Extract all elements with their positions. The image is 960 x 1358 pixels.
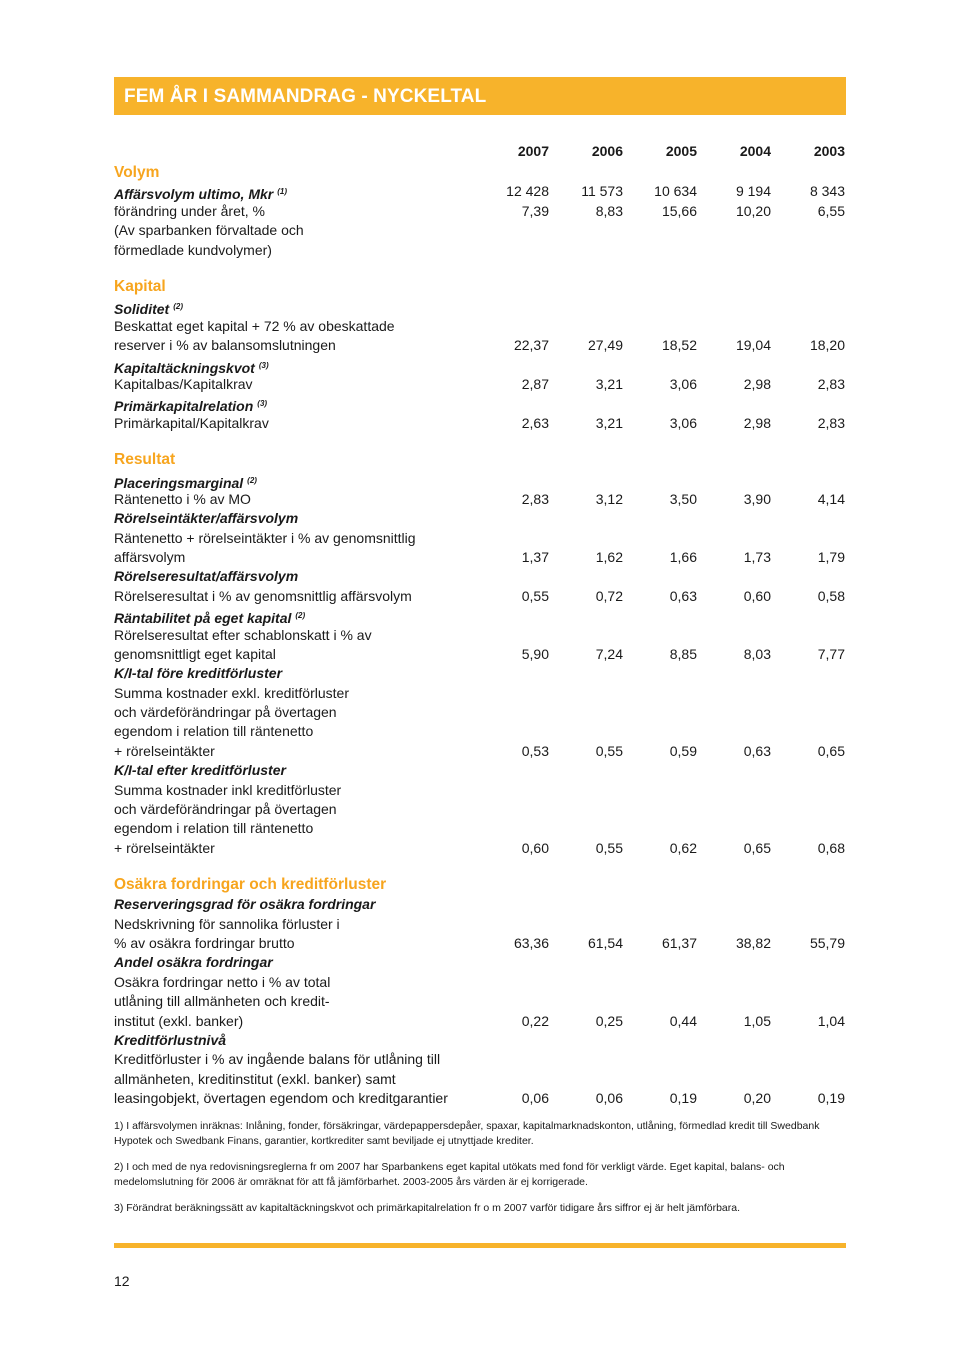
value-2007: 22,37 [513, 337, 549, 353]
metric-description-line: leasingobjekt, övertagen egendom och kreditgarantier [114, 1090, 448, 1106]
value-2003: 1,79 [817, 549, 845, 565]
metric-description-line: Beskattat eget kapital + 72 % av obeskattade [114, 318, 395, 334]
value-2007: 63,36 [513, 935, 549, 951]
metric-description-line: och värdeförändringar på övertagen [114, 704, 337, 720]
metric-description-line: % av osäkra fordringar brutto [114, 935, 295, 951]
value-2005: 0,59 [669, 743, 697, 759]
value-2005: 1,66 [669, 549, 697, 565]
footnote-1: 1) I affärsvolymen inräknas: Inlåning, fonder, försäkringar, värdepappersdepåer, spaxar, kapitalmarknadskonton, utlåning, förmedlad kredit till Swedbank Hypotek och Swedbank Finans, garantier, kortkrediter samt beviljade ej utnyttjade krediter. [114, 1120, 820, 1147]
value-2005: 10 634 [654, 183, 697, 199]
value-2004: 0,63 [743, 743, 771, 759]
value-2007: 5,90 [521, 646, 549, 662]
section-resultat: Resultat [114, 451, 176, 468]
metric-description-line: förändring under året, % [114, 203, 265, 219]
year-header-2005: 2005 [665, 143, 697, 159]
value-2004: 19,04 [735, 337, 771, 353]
metric-description-line: förmedlade kundvolymer) [114, 242, 272, 258]
metric-title: Andel osäkra fordringar [114, 954, 273, 970]
footnote-ref: (1) [277, 187, 288, 196]
metric-description-line: Kreditförluster i % av ingående balans för utlåning till [114, 1051, 441, 1067]
value-2005: 8,85 [669, 646, 697, 662]
value-2006: 7,24 [595, 646, 623, 662]
value-2003: 0,58 [817, 588, 845, 604]
value-2003: 7,77 [817, 646, 845, 662]
metric-description-line: allmänheten, kreditinstitut (exkl. banker) samt [114, 1071, 396, 1087]
bottom-rule [114, 1243, 846, 1248]
title-banner [114, 77, 846, 115]
value-2003: 55,79 [809, 935, 845, 951]
metric-description-line: genomsnittligt eget kapital [114, 646, 276, 662]
value-2007: 0,06 [521, 1090, 549, 1106]
metric-description-line: Osäkra fordringar netto i % av total [114, 974, 331, 990]
value-2007: 0,53 [521, 743, 549, 759]
value-2006: 11 573 [581, 183, 623, 199]
footnote-ref: (3) [257, 399, 268, 408]
value-2006: 0,55 [595, 743, 623, 759]
value-2003: 2,83 [817, 415, 845, 431]
metric-description-line: Summa kostnader inkl kreditförluster [114, 782, 342, 798]
value-2004: 3,90 [743, 491, 771, 507]
value-2006: 0,55 [595, 840, 623, 856]
value-2005: 0,62 [669, 840, 697, 856]
value-2006: 0,72 [595, 588, 623, 604]
metric-title: Kapitaltäckningskvot $^{(3)}$ [114, 360, 269, 376]
metric-title: Rörelseresultat/affärsvolym [114, 568, 299, 584]
value-2006: 61,54 [587, 935, 623, 951]
metric-title: Reserveringsgrad för osäkra fordringar [114, 896, 376, 912]
footnote-2: 2) I och med de nya redovisningsreglerna fr om 2007 har Sparbankens eget kapital utökats med fond för verkligt värde. Eget kapital, balans- och medelomslutning för 2006 är omräknat för att få jämförbarhet. 2003-2005 års värden är ej korrigerade. [114, 1161, 785, 1188]
value-2005: 0,19 [669, 1090, 697, 1106]
value-2004: 1,73 [743, 549, 771, 565]
year-header-2003: 2003 [813, 143, 845, 159]
metric-description-line: och värdeförändringar på övertagen [114, 801, 337, 817]
footnote-ref: (3) [258, 361, 269, 370]
value-2005: 0,44 [669, 1013, 697, 1029]
metric-title: K/I-tal efter kreditförluster [114, 762, 286, 778]
value-2007: 7,39 [521, 203, 549, 219]
metric-title: Räntabilitet på eget kapital $^{(2)}$ [114, 610, 306, 626]
value-2004: 0,60 [743, 588, 771, 604]
metric-description-line: Primärkapital/Kapitalkrav [114, 415, 269, 431]
metric-description-line: utlåning till allmänheten och kredit- [114, 993, 330, 1009]
value-2003: 6,55 [817, 203, 845, 219]
value-2005: 3,50 [669, 491, 697, 507]
value-2004: 2,98 [743, 376, 771, 392]
value-2005: 0,63 [669, 588, 697, 604]
year-header-2006: 2006 [591, 143, 623, 159]
value-2004: 1,05 [743, 1013, 771, 1029]
metric-title: Placeringsmarginal $^{(2)}$ [114, 475, 257, 491]
metric-description-line: Summa kostnader exkl. kreditförluster [114, 685, 349, 701]
metric-description-line: reserver i % av balansomslutningen [114, 337, 336, 353]
metric-description-line: + rörelseintäkter [114, 743, 215, 759]
metric-description-line: (Av sparbanken förvaltade och [114, 222, 304, 238]
page-number: 12 [114, 1273, 130, 1289]
metric-description-line: Kapitalbas/Kapitalkrav [114, 376, 253, 392]
value-2003: 1,04 [817, 1013, 845, 1029]
value-2005: 15,66 [661, 203, 697, 219]
footnote-3: 3) Förändrat beräkningssätt av kapitaltäckningskvot och primärkapitalrelation fr o m 2007 varför tidigare års siffror ej är helt jämförbara. [114, 1202, 741, 1214]
metric-description-line: + rörelseintäkter [114, 840, 215, 856]
metric-title: Kreditförlustnivå [114, 1032, 227, 1048]
value-2006: 27,49 [587, 337, 623, 353]
metric-title: K/I-tal före kreditförluster [114, 665, 283, 681]
value-2006: 0,06 [595, 1090, 623, 1106]
value-2004: 0,65 [743, 840, 771, 856]
metric-title: Soliditet $^{(2)}$ [114, 301, 184, 317]
section-kapital: Kapital [114, 278, 166, 295]
metric-description-line: affärsvolym [114, 549, 186, 565]
metric-description-line: institut (exkl. banker) [114, 1013, 244, 1029]
value-2004: 10,20 [735, 203, 771, 219]
metric-description-line: Rörelseresultat i % av genomsnittlig affärsvolym [114, 588, 412, 604]
value-2006: 3,21 [595, 376, 623, 392]
metric-title: Affärsvolym ultimo, Mkr $^{(1)}$ [114, 186, 288, 202]
value-2003: 4,14 [817, 491, 845, 507]
value-2005: 61,37 [661, 935, 697, 951]
value-2007: 1,37 [521, 549, 549, 565]
value-2007: 2,63 [521, 415, 549, 431]
value-2006: 3,21 [595, 415, 623, 431]
value-2003: 0,19 [817, 1090, 845, 1106]
value-2007: 0,55 [521, 588, 549, 604]
value-2005: 3,06 [669, 376, 697, 392]
section-volym: Volym [114, 164, 160, 181]
metric-description-line: Rörelseresultat efter schablonskatt i % av [114, 627, 372, 643]
year-header-2004: 2004 [739, 143, 771, 159]
value-2006: 0,25 [595, 1013, 623, 1029]
metric-description-line: Räntenetto + rörelseintäkter i % av genomsnittlig [114, 530, 416, 546]
value-2007: 0,22 [521, 1013, 549, 1029]
section-osakra-fordringar: Osäkra fordringar och kreditförluster [114, 876, 387, 893]
value-2007: 2,87 [521, 376, 549, 392]
metric-description-line: Nedskrivning för sannolika förluster i [114, 916, 340, 932]
page-title: FEM ÅR I SAMMANDRAG - NYCKELTAL [124, 86, 487, 107]
value-2004: 0,20 [743, 1090, 771, 1106]
value-2004: 38,82 [735, 935, 771, 951]
footnote-ref: (2) [295, 611, 306, 620]
value-2005: 3,06 [669, 415, 697, 431]
metric-description-line: egendom i relation till räntenetto [114, 723, 314, 739]
value-2006: 3,12 [595, 491, 623, 507]
value-2007: 0,60 [521, 840, 549, 856]
metric-title: Primärkapitalrelation $^{(3)}$ [114, 398, 268, 414]
value-2003: 0,68 [817, 840, 845, 856]
value-2004: 8,03 [743, 646, 771, 662]
metric-description-line: egendom i relation till räntenetto [114, 820, 314, 836]
footnote-ref: (2) [173, 302, 184, 311]
value-2007: 12 428 [506, 183, 549, 199]
metric-description-line: Räntenetto i % av MO [114, 491, 251, 507]
value-2004: 2,98 [743, 415, 771, 431]
metric-title: Rörelseintäkter/affärsvolym [114, 510, 299, 526]
value-2006: 8,83 [595, 203, 623, 219]
value-2003: 18,20 [809, 337, 845, 353]
value-2003: 2,83 [817, 376, 845, 392]
footnote-ref: (2) [247, 476, 257, 485]
year-header-2007: 2007 [517, 143, 549, 159]
value-2007: 2,83 [521, 491, 549, 507]
value-2003: 0,65 [817, 743, 845, 759]
value-2003: 8 343 [809, 183, 845, 199]
value-2005: 18,52 [661, 337, 697, 353]
value-2004: 9 194 [735, 183, 771, 199]
value-2006: 1,62 [595, 549, 623, 565]
